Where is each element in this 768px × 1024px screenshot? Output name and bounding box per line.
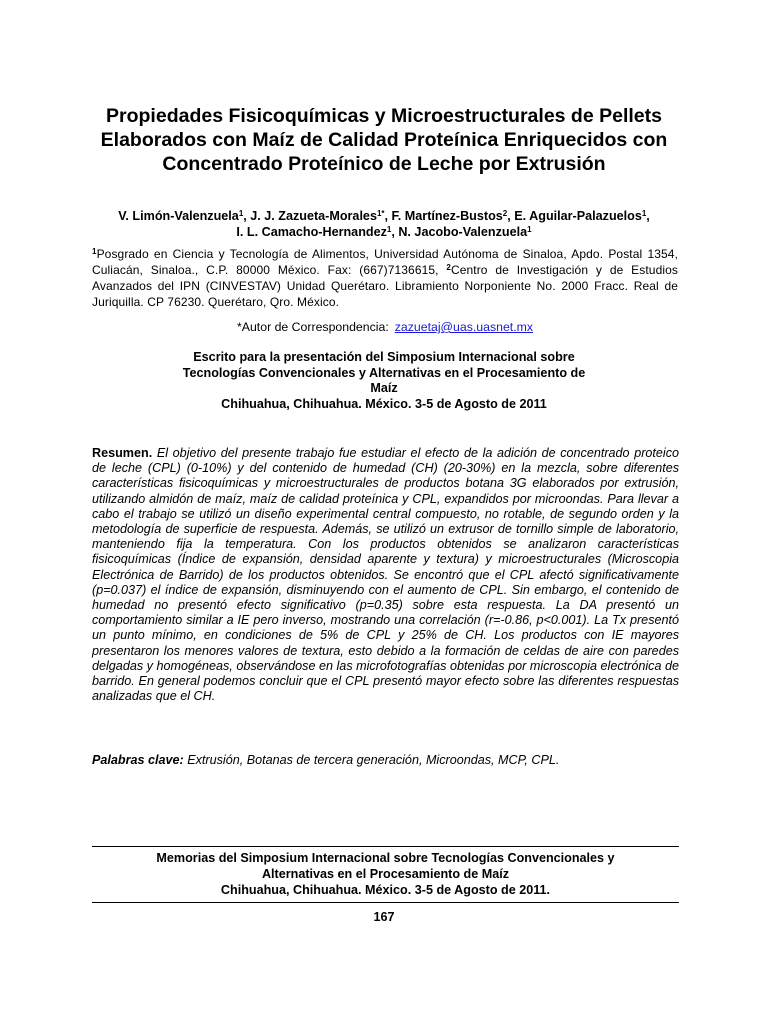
affil-text: Posgrado en Ciencia y Tecnología de Alimentos, Universidad Autónoma de Sinaloa, Apdo. Postal 1354, Culiacán, Sinaloa., C.P. 80000 México. Fax: (667)7136615, <box>92 247 678 277</box>
correspondence-label: *Autor de Correspondencia: <box>236 320 389 334</box>
written-for-line: Escrito para la presentación del Simposium Internacional sobre <box>193 350 575 364</box>
footer-block <box>92 850 679 898</box>
keywords-text: Extrusión, Botanas de tercera generación, Microondas, MCP, CPL. <box>187 753 560 767</box>
author-name: I. L. Camacho-Hernandez <box>236 225 387 239</box>
paper-title <box>70 104 698 176</box>
abstract-label: Resumen. <box>92 446 153 460</box>
author-line <box>80 224 688 240</box>
author-separator: , <box>646 209 650 223</box>
title-line: Concentrado Proteínico de Leche por Extrusión <box>162 153 606 175</box>
author-line <box>80 208 688 224</box>
correspondence <box>92 319 678 335</box>
title-line: Elaborados con Maíz de Calidad Proteínica Enriquecidos con <box>100 129 668 151</box>
author-affil-mark: 1 <box>527 225 532 234</box>
author-affil-mark: 1 <box>641 209 647 218</box>
email-link[interactable]: zazuetaj@uas.uasnet.mx <box>394 320 534 334</box>
written-for-line: Maíz <box>370 381 398 395</box>
author-name: V. Limón-Valenzuela <box>118 209 239 223</box>
author-name: , F. Martínez-Bustos <box>384 209 503 223</box>
keywords-label: Palabras clave: <box>92 753 184 767</box>
footer-line: Alternativas en el Procesamiento de Maíz <box>261 867 510 881</box>
footer-top-rule <box>92 846 679 847</box>
author-affil-mark: 1 <box>386 225 392 234</box>
written-for-line: Tecnologías Convencionales y Alternativas en el Procesamiento de <box>182 365 586 380</box>
footer-line: Chihuahua, Chihuahua. México. 3-5 de Agosto de 2011. <box>220 883 551 897</box>
abstract-text: El objetivo del presente trabajo fue estudiar el efecto de la adición de concentrado proteico de leche (CPL) (0-10%) y del contenido de humedad (CH) (20-30%) en la mezcla, sobre diferentes características fisicoquímicas y microestructurales de productos botana 3G elaborados por extrusión, utilizando almidón de maíz, maíz de calidad proteínica y CPL, expandidos por microondas. Para llevar a cabo el trabajo se utilizó un diseño experimental central compuesto, no rotable, de segundo orden y la metodología de superficie de respuesta. Además, se utilizó un extrusor de tornillo simple de laboratorio, manteniendo fija la temperatura. Con los productos obtenidos se analizaron características fisicoquímicas (Índice de expansión, densidad aparente y textura) y microestructurales (Microscopia Electrónica de Barrido) de los productos obtenidos. Se encontró que el CPL afectó significativamente (p=0.037) el índice de expansión, disminuyendo con el aumento de CPL. Sin embargo, el contenido de humedad no presentó efecto significativo (p=0.35) sobre esta respuesta. La DA presentó un comportamiento similar a IE pero inverso, mostrando una correlación (r=-0.86, p<0.001). La Tx presentó un punto mínimo, en condiciones de 5% de CPL y 25% de CH. Los productos con IE mayores presentaron los menores valores de textura, esto debido a la formación de celdas de aire con paredes delgadas y homogéneas, observándose en las microfotografías obtenidas por microscopia electrónica de barrido. En general podemos concluir que el CPL presentó mayor efecto sobre las diferentes respuestas analizadas que el CH. <box>92 446 679 704</box>
author-list <box>80 208 688 240</box>
page-number: 167 <box>373 910 395 924</box>
author-name: , J. J. Zazueta-Morales <box>243 209 377 223</box>
footer-line: Memorias del Simposium Internacional sobre Tecnologías Convencionales y <box>156 851 615 865</box>
affil-mark: 1 <box>92 247 97 256</box>
affiliations <box>92 246 678 310</box>
author-name: , N. Jacobo-Valenzuela <box>391 225 528 239</box>
author-affil-mark: 1* <box>376 209 385 218</box>
affil-mark: 2 <box>446 263 451 272</box>
title-line: Propiedades Fisicoquímicas y Microestructurales de Pellets <box>106 105 662 127</box>
written-for-block <box>150 350 618 412</box>
written-for-line: Chihuahua, Chihuahua. México. 3-5 de Agosto de 2011 <box>221 396 547 411</box>
footer-bottom-rule <box>92 902 679 903</box>
keywords <box>92 752 679 768</box>
author-affil-mark: 2 <box>502 209 508 218</box>
author-affil-mark: 1 <box>238 209 244 218</box>
affil-text: Centro de Investigación y de Estudios Avanzados del IPN (CINVESTAV) Unidad Querétaro. Libramiento Norponiente No. 2000 Fracc. Real de Juriquilla. CP 76230. Querétaro, Qro. México. <box>92 263 678 309</box>
abstract <box>92 446 679 704</box>
author-name: , E. Aguilar-Palazuelos <box>507 209 642 223</box>
